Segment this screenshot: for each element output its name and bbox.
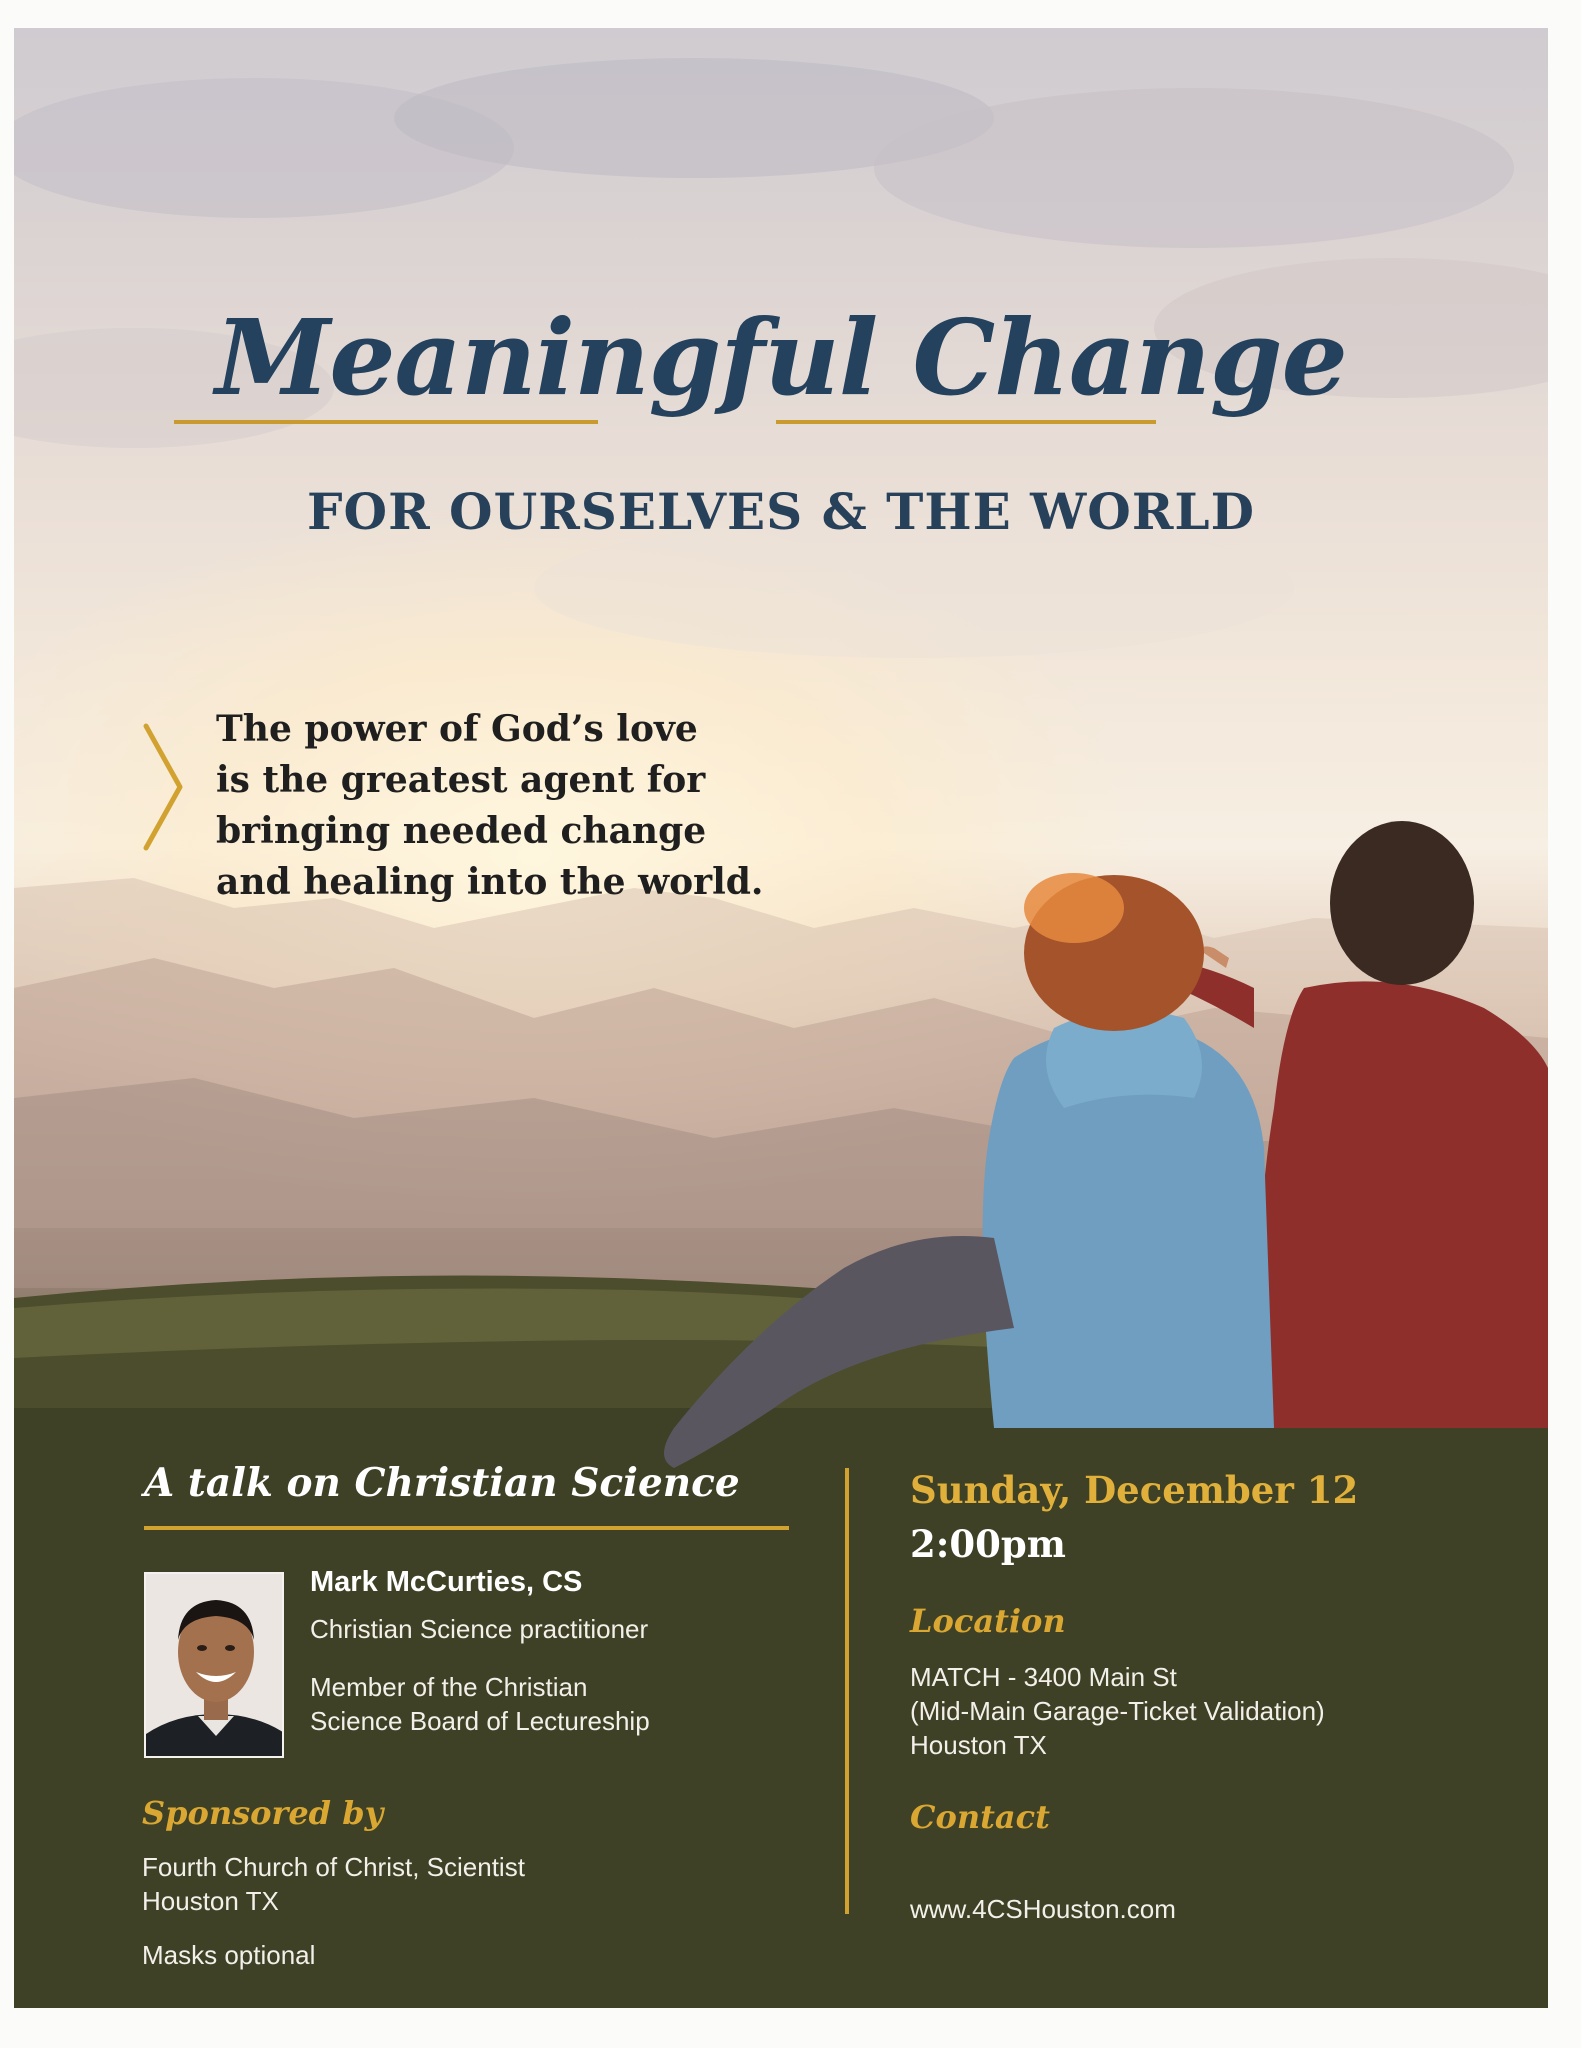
location-line: MATCH - 3400 Main St (910, 1662, 1177, 1692)
sponsor-line: Fourth Church of Christ, Scientist (142, 1852, 525, 1882)
quote-block (216, 704, 776, 908)
contact-heading: Contact (910, 1798, 1050, 1836)
speaker-name: Mark McCurties, CS (310, 1566, 583, 1598)
sponsor-details (142, 1850, 662, 1918)
title-rule-left (174, 420, 598, 424)
event-date: Sunday, December 12 (910, 1468, 1359, 1512)
membership-line: Science Board of Lectureship (310, 1706, 650, 1736)
column-divider (845, 1468, 849, 1914)
chevron-right-icon (142, 722, 186, 852)
speaker-portrait-drawing (146, 1574, 284, 1758)
location-line: Houston TX (910, 1730, 1047, 1760)
location-line: (Mid-Main Garage-Ticket Validation) (910, 1696, 1325, 1726)
sponsor-line: Houston TX (142, 1886, 279, 1916)
quote-line: and healing into the world. (216, 861, 764, 903)
title-rule-right (776, 420, 1156, 424)
flyer-title: Meaningful Change (215, 296, 1347, 419)
speaker-membership (310, 1670, 750, 1738)
membership-line: Member of the Christian (310, 1672, 588, 1702)
quote-line: bringing needed change (216, 810, 707, 852)
flyer-subtitle: FOR OURSELVES & THE WORLD (307, 482, 1255, 541)
sponsor-heading: Sponsored by (142, 1794, 384, 1832)
location-details (910, 1660, 1510, 1762)
speaker-portrait (144, 1572, 284, 1758)
quote-line: The power of God’s love (216, 708, 698, 750)
quote-line: is the greatest agent for (216, 759, 706, 801)
masks-note: Masks optional (142, 1940, 316, 1970)
talk-heading: A talk on Christian Science (144, 1460, 740, 1506)
contact-url[interactable]: www.4CSHouston.com (910, 1894, 1176, 1924)
talk-rule (144, 1526, 789, 1530)
event-time: 2:00pm (910, 1522, 1066, 1566)
speaker-role: Christian Science practitioner (310, 1614, 649, 1644)
location-heading: Location (910, 1602, 1066, 1640)
flyer (14, 28, 1548, 2008)
